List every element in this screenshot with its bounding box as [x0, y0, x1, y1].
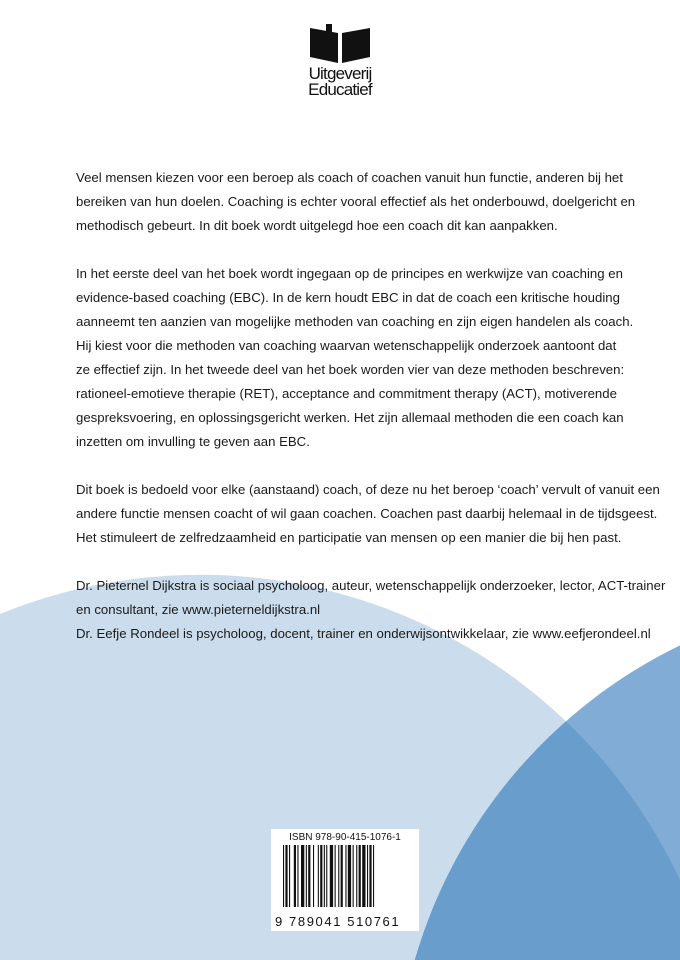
publisher-logo [300, 24, 380, 98]
barcode-bar [297, 845, 298, 907]
barcode-bar [306, 845, 307, 907]
paragraph [76, 262, 676, 454]
barcode-bar [330, 845, 333, 907]
barcode-bar [283, 845, 284, 907]
text-line: methodisch gebeurt. In dit boek wordt uitgelegd hoe een coach dit kan aanpakken. [76, 218, 558, 233]
barcode-bar [313, 845, 314, 907]
barcode-digits: 9 789041 510761 [275, 914, 401, 929]
paragraph [76, 166, 676, 238]
paragraph [76, 478, 676, 550]
barcode-bar [338, 845, 339, 907]
logo-line-1: Uitgeverij [308, 64, 372, 83]
barcode-bar [326, 845, 327, 907]
barcode-bar [301, 845, 304, 907]
text-line: Veel mensen kiezen voor een beroep als coach of coachen vanuit hun functie, anderen bij het [76, 170, 623, 185]
barcode-bar [308, 845, 310, 907]
barcode-bar [318, 845, 319, 907]
text-line: ze effectief zijn. In het tweede deel van het boek worden vier van deze methoden beschreven: [76, 362, 625, 377]
logo-line-2: Educatief [308, 80, 372, 99]
barcode-bar [369, 845, 371, 907]
barcode-bar [362, 845, 365, 907]
isbn-label: ISBN 978-90-415-1076-1 [289, 832, 401, 843]
barcode-bar [367, 845, 368, 907]
barcode-bar [289, 845, 290, 907]
text-line: evidence-based coaching (EBC). In de kern houdt EBC in dat de coach een kritische houding [76, 290, 620, 305]
text-line: Het stimuleert de zelfredzaamheid en participatie van mensen op een manier die bij hen past. [76, 530, 622, 545]
barcode-bar [359, 845, 361, 907]
text-line: Dr. Eefje Rondeel is psycholoog, docent, trainer en onderwijsontwikkelaar, zie www.eefjerondeel.nl [76, 626, 651, 641]
text-line: andere functie mensen coacht of wil gaan coachen. Coachen past daarbij helemaal in de tijdsgeest. [76, 506, 658, 521]
text-line: Hij kiest voor die methoden van coaching waarvan wetenschappelijk onderzoek aantoont dat [76, 338, 617, 353]
isbn-barcode [271, 829, 419, 931]
text-line: Dit boek is bedoeld voor elke (aanstaand) coach, of deze nu het beroep ‘coach’ vervult of vanuit een [76, 482, 660, 497]
barcode-bar [320, 845, 322, 907]
barcode-bar [348, 845, 351, 907]
barcode-bar [345, 845, 346, 907]
barcode-bar [373, 845, 374, 907]
barcode-bar [335, 845, 336, 907]
book-icon [308, 24, 372, 64]
text-line: bereiken van hun doelen. Coaching is echter vooral effectief als het onderbouwd, doelgericht en [76, 194, 636, 209]
back-cover-text [76, 166, 676, 670]
barcode-bar [356, 845, 357, 907]
text-line: rationeel-emotieve therapie (RET), acceptance and commitment therapy (ACT), motiverende [76, 386, 617, 401]
text-line: gespreksvoering, en oplossingsgericht werken. Het zijn allemaal methoden die een coach kan [76, 410, 624, 425]
text-line: In het eerste deel van het boek wordt ingegaan op de principes en werkwijze van coaching en [76, 266, 623, 281]
paragraph [76, 574, 676, 646]
barcode-bar [324, 845, 325, 907]
barcode-bar [285, 845, 287, 907]
barcode-bar [341, 845, 343, 907]
barcode-bars [283, 845, 409, 907]
text-line: en consultant, zie www.pieterneldijkstra.nl [76, 602, 321, 617]
text-line: aanneemt ten aanzien van mogelijke methoden van coaching en zijn eigen handelen als coach. [76, 314, 634, 329]
text-line: inzetten om invulling te geven aan EBC. [76, 434, 310, 449]
text-line: Dr. Pieternel Dijkstra is sociaal psycholoog, auteur, wetenschappelijk onderzoeker, lector, ACT-trainer [76, 578, 666, 593]
barcode-bar [353, 845, 354, 907]
barcode-bar [294, 845, 296, 907]
